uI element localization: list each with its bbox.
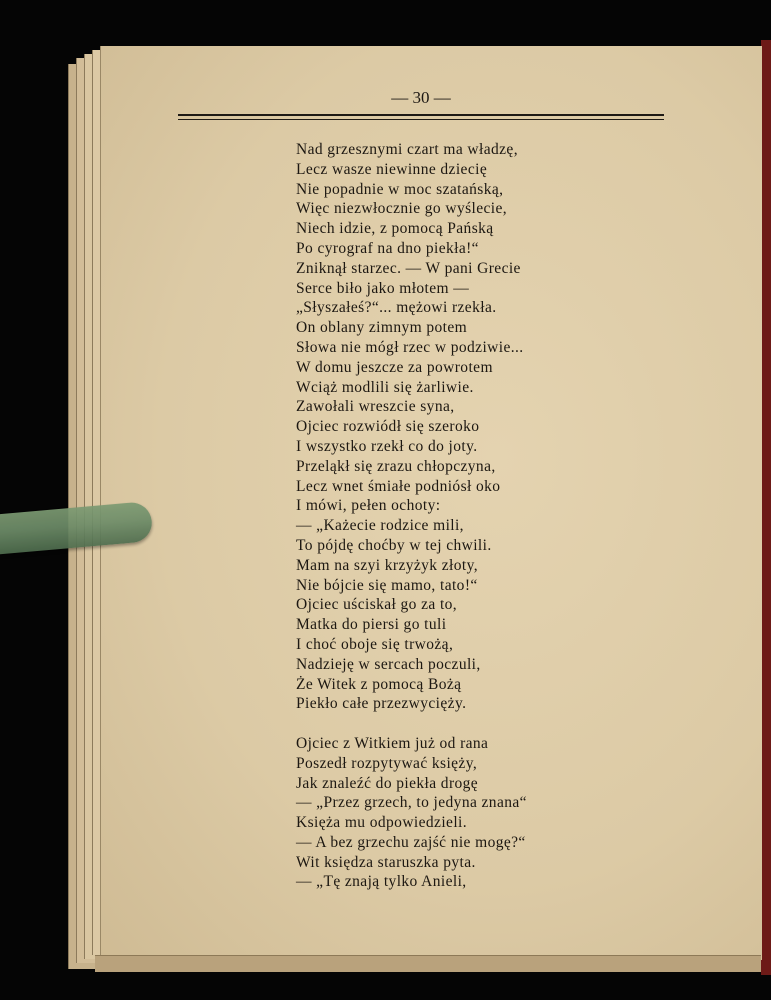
header-rule bbox=[178, 114, 664, 116]
book-cover-edge bbox=[761, 40, 771, 975]
poem-line: Nie bójcie się mamo, tato!“ bbox=[296, 576, 478, 594]
poem-line: Wit księdza staruszka pyta. bbox=[296, 853, 476, 871]
poem-line: Księża mu odpowiedzieli. bbox=[296, 814, 468, 832]
poem-line: — „Tę znają tylko Anieli, bbox=[296, 873, 467, 891]
poem-line: Więc niezwłocznie go wyślecie, bbox=[296, 200, 508, 218]
poem-text bbox=[296, 140, 596, 892]
poem-line: Zniknął starzec. — W pani Grecie bbox=[296, 259, 521, 277]
poem-line: Przeląkł się zrazu chłopczyna, bbox=[296, 457, 496, 475]
stanza-2 bbox=[296, 734, 596, 892]
poem-line: Słowa nie mógł rzec w podziwie... bbox=[296, 338, 524, 356]
poem-line: — „Przez grzech, to jedyna znana“ bbox=[296, 794, 527, 812]
poem-line: Nie popadnie w moc szatańską, bbox=[296, 180, 504, 198]
poem-line: Ojciec uściskał go za to, bbox=[296, 596, 458, 614]
poem-line: Matka do piersi go tuli bbox=[296, 616, 447, 634]
poem-line: „Słyszałeś?“... mężowi rzekła. bbox=[296, 299, 497, 317]
poem-line: I mówi, pełen ochoty: bbox=[296, 497, 441, 515]
poem-line: Po cyrograf na dno piekła!“ bbox=[296, 239, 479, 257]
poem-line: Zawołali wreszcie syna, bbox=[296, 398, 455, 416]
poem-line: Niech idzie, z pomocą Pańską bbox=[296, 220, 494, 238]
poem-line: Lecz wasze niewinne dziecię bbox=[296, 160, 488, 178]
poem-line: — A bez grzechu zajść nie mogę?“ bbox=[296, 833, 526, 851]
poem-line: Nadzieję w sercach poczuli, bbox=[296, 655, 481, 673]
stanza-gap bbox=[296, 714, 596, 734]
poem-line: W domu jeszcze za powrotem bbox=[296, 358, 493, 376]
page-bottom-edge bbox=[95, 955, 761, 972]
poem-line: To pójdę choćby w tej chwili. bbox=[296, 536, 492, 554]
poem-line: Wciąż modlili się żarliwie. bbox=[296, 378, 474, 396]
poem-line: Poszedł rozpytywać księży, bbox=[296, 754, 478, 772]
stanza-1 bbox=[296, 140, 596, 714]
poem-line: Mam na szyi krzyżyk złoty, bbox=[296, 556, 478, 574]
poem-line: Piekło całe przezwycięży. bbox=[296, 695, 467, 713]
poem-line: Jak znaleźć do piekła drogę bbox=[296, 774, 479, 792]
poem-line: Serce biło jako młotem — bbox=[296, 279, 470, 297]
poem-line: Że Witek z pomocą Bożą bbox=[296, 675, 462, 693]
poem-line: Nad grzesznymi czart ma władzę, bbox=[296, 141, 518, 158]
poem-line: — „Każecie rodzice mili, bbox=[296, 517, 464, 535]
poem-line: I wszystko rzekł co do joty. bbox=[296, 437, 478, 455]
poem-line: Ojciec z Witkiem już od rana bbox=[296, 734, 489, 752]
poem-line: On oblany zimnym potem bbox=[296, 319, 468, 337]
page-number: — 30 — bbox=[391, 88, 451, 107]
poem-line: I choć oboje się trwożą, bbox=[296, 635, 454, 653]
poem-line: Ojciec rozwiódł się szeroko bbox=[296, 418, 480, 436]
poem-line: Lecz wnet śmiałe podniósł oko bbox=[296, 477, 501, 495]
header-rule-thin bbox=[178, 119, 664, 120]
